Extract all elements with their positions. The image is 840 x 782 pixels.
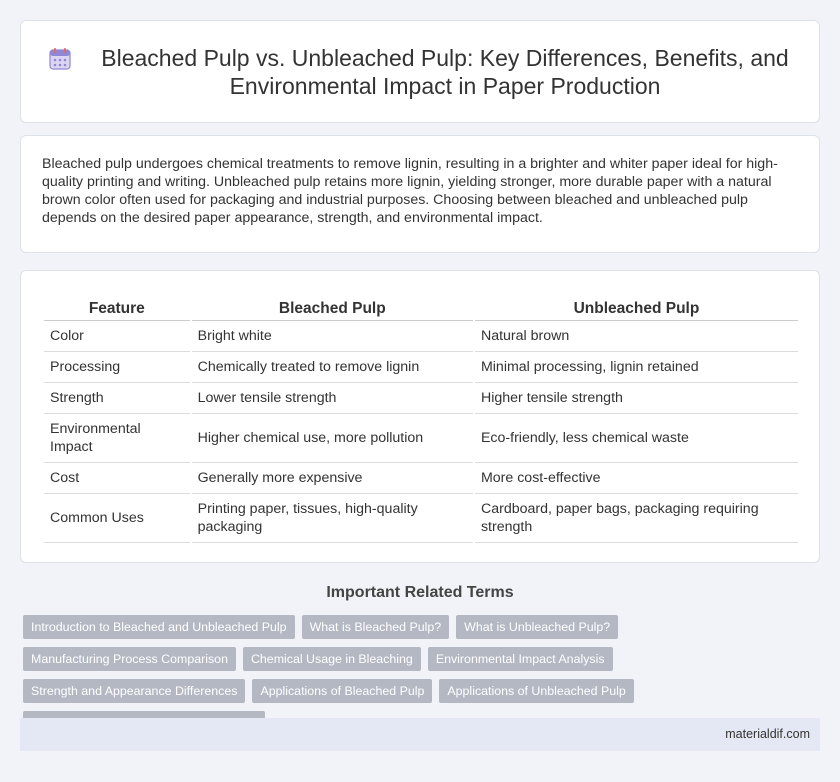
table-cell: Cost xyxy=(44,463,190,494)
table-cell: Minimal processing, lignin retained xyxy=(475,352,798,383)
table-row xyxy=(44,463,798,494)
comparison-table xyxy=(42,295,800,543)
title-card xyxy=(20,20,820,123)
table-cell: Printing paper, tissues, high-quality packaging xyxy=(192,494,473,543)
related-term-link[interactable]: Applications of Unbleached Pulp xyxy=(439,679,633,703)
table-cell: Higher chemical use, more pollution xyxy=(192,414,473,463)
table-row xyxy=(44,383,798,414)
related-term-link[interactable]: Chemical Usage in Bleaching xyxy=(243,647,421,671)
footer-site-name[interactable]: materialdif.com xyxy=(725,727,810,741)
table-cell: Strength xyxy=(44,383,190,414)
footer xyxy=(20,718,820,751)
table-cell: Environmental Impact xyxy=(44,414,190,463)
table-cell: Eco-friendly, less chemical waste xyxy=(475,414,798,463)
header-feature: Feature xyxy=(44,295,190,321)
related-term-link[interactable]: Manufacturing Process Comparison xyxy=(23,647,236,671)
calendar-icon xyxy=(48,47,72,71)
table-cell: Common Uses xyxy=(44,494,190,543)
table-cell: More cost-effective xyxy=(475,463,798,494)
related-terms-list xyxy=(23,615,823,735)
intro-card xyxy=(20,135,820,253)
table-cell: Lower tensile strength xyxy=(192,383,473,414)
table-cell: Color xyxy=(44,321,190,352)
related-term-link[interactable]: What is Bleached Pulp? xyxy=(302,615,450,639)
intro-paragraph: Bleached pulp undergoes chemical treatments to remove lignin, resulting in a brighter and whiter paper ideal for high-quality printing and writing. Unbleached pulp retains more lignin, yielding stronger, more durable paper with a natural brown color often used for packaging and industrial purposes. Choosing between bleached and unbleached pulp depends on the desired paper appearance, strength, and environmental impact. xyxy=(42,156,778,226)
table-header-row xyxy=(44,295,798,321)
page-title: Bleached Pulp vs. Unbleached Pulp: Key Differences, Benefits, and Environmental Impact in Paper Production xyxy=(101,45,789,99)
comparison-table-card xyxy=(20,270,820,563)
table-row xyxy=(44,414,798,463)
table-row xyxy=(44,352,798,383)
related-term-link[interactable]: What is Unbleached Pulp? xyxy=(456,615,618,639)
related-term-link[interactable]: Introduction to Bleached and Unbleached Pulp xyxy=(23,615,295,639)
table-cell: Generally more expensive xyxy=(192,463,473,494)
table-row xyxy=(44,321,798,352)
table-cell: Cardboard, paper bags, packaging requiring strength xyxy=(475,494,798,543)
table-cell: Higher tensile strength xyxy=(475,383,798,414)
table-cell: Chemically treated to remove lignin xyxy=(192,352,473,383)
related-term-link[interactable]: Applications of Bleached Pulp xyxy=(252,679,432,703)
related-terms-heading: Important Related Terms xyxy=(326,584,514,601)
table-cell: Bright white xyxy=(192,321,473,352)
related-term-link[interactable]: Environmental Impact Analysis xyxy=(428,647,613,671)
table-row xyxy=(44,494,798,543)
table-cell: Natural brown xyxy=(475,321,798,352)
header-bleached-pulp: Bleached Pulp xyxy=(192,295,473,321)
table-cell: Processing xyxy=(44,352,190,383)
header-unbleached-pulp: Unbleached Pulp xyxy=(475,295,798,321)
related-term-link[interactable]: Strength and Appearance Differences xyxy=(23,679,245,703)
